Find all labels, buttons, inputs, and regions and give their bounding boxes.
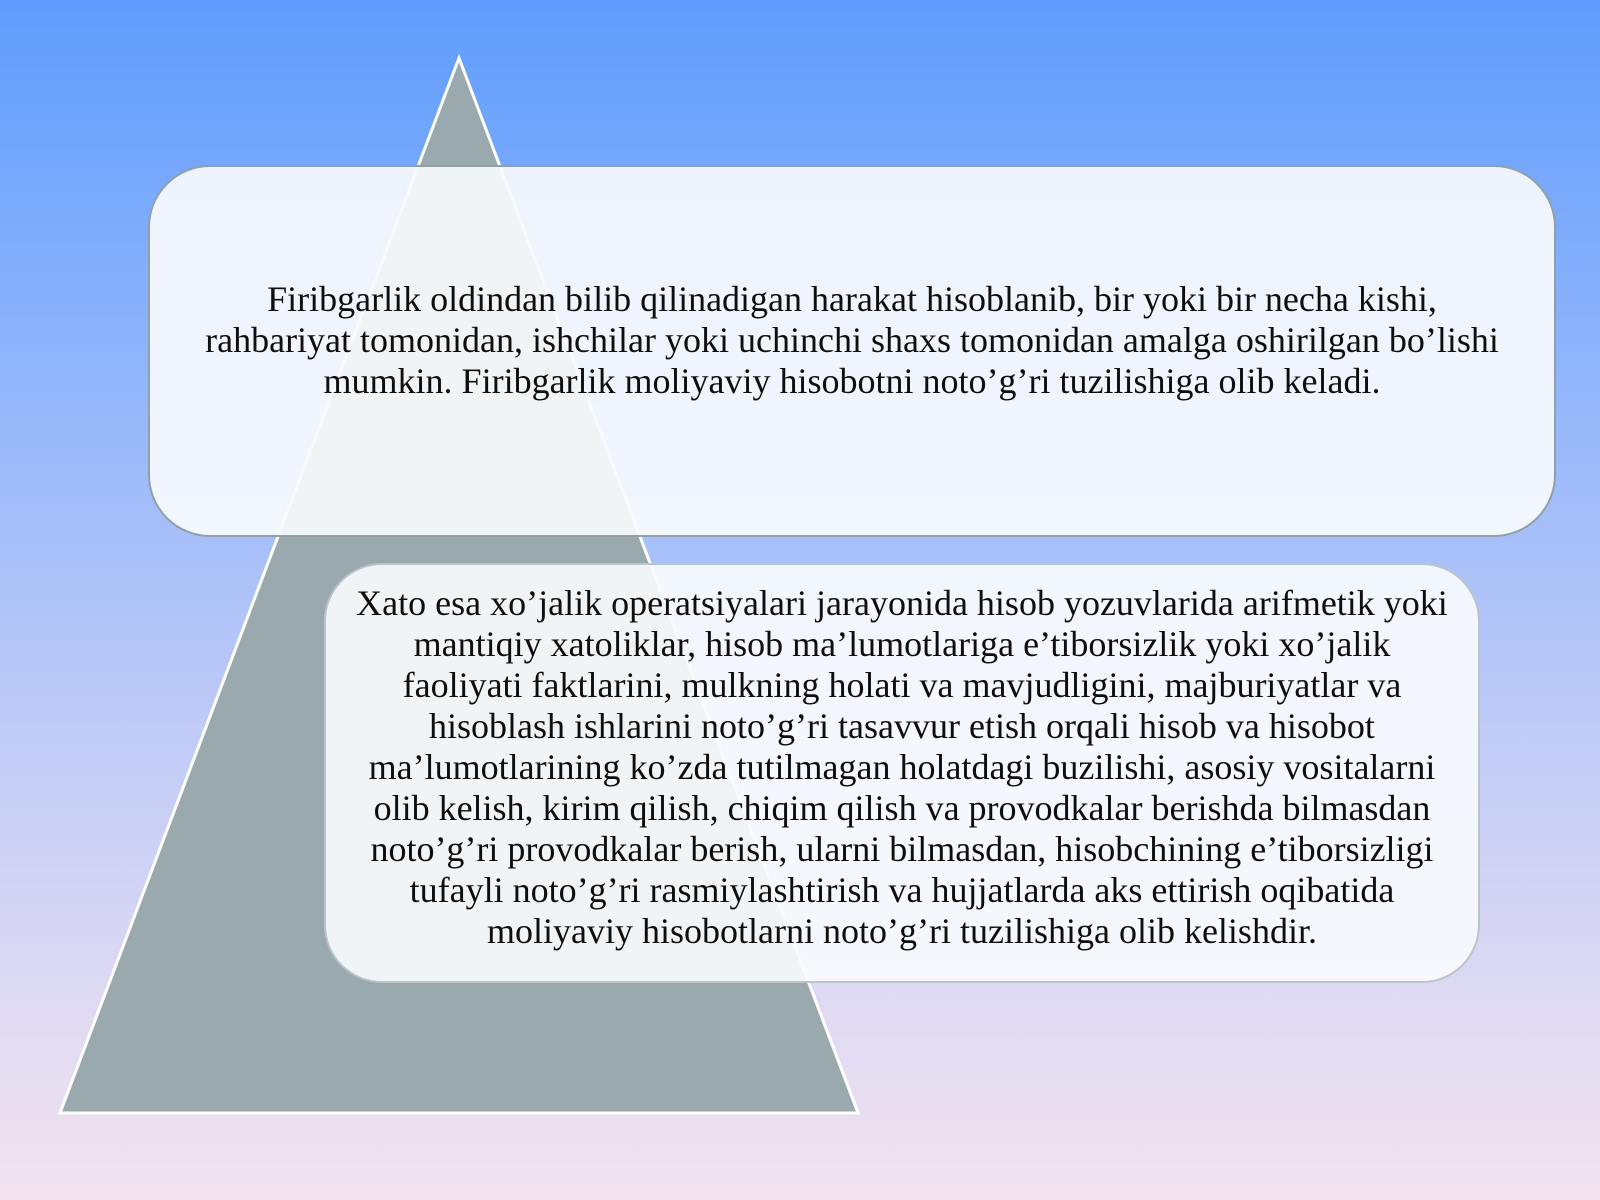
fraud-definition-box (148, 165, 1556, 537)
error-definition-text: Xato esa xo’jalik operatsiyalari jarayonida hisob yozuvlarida arifmetik yoki mantiqiy xatoliklar, hisob ma’lumotlariga e’tiborsizlik yoki xo’jalik faoliyati faktlarini, mulkning holati va mavjudligini, majburiyatlar va hisoblash ishlarini noto’g’ri tasavvur etish orqali hisob va hisobot ma’lumotlarining ko’zda tutilmagan holatdagi buzilishi, asosiy vositalarni olib kelish, kirim qilish, chiqim qilish va provodkalar berishda bilmasdan noto’g’ri provodkalar berish, ularni bilmasdan, hisobchining e’tiborsizligi tufayli noto’g’ri rasmiylashtirish va hujjatlarda aks ettirish oqibatida moliyaviy hisobotlarni noto’g’ri tuzilishiga olib kelishdir. (356, 582, 1448, 951)
fraud-definition-text: Firibgarlik oldindan bilib qilinadigan harakat hisoblanib, bir yoki bir necha kishi, rahbariyat tomonidan, ishchilar yoki uchinchi shaxs tomonidan amalga oshirilgan bo’lishi mumkin. Firibgarlik moliyaviy hisobotni noto’g’ri tuzilishiga olib keladi. (205, 278, 1499, 401)
error-definition-box (324, 563, 1480, 983)
